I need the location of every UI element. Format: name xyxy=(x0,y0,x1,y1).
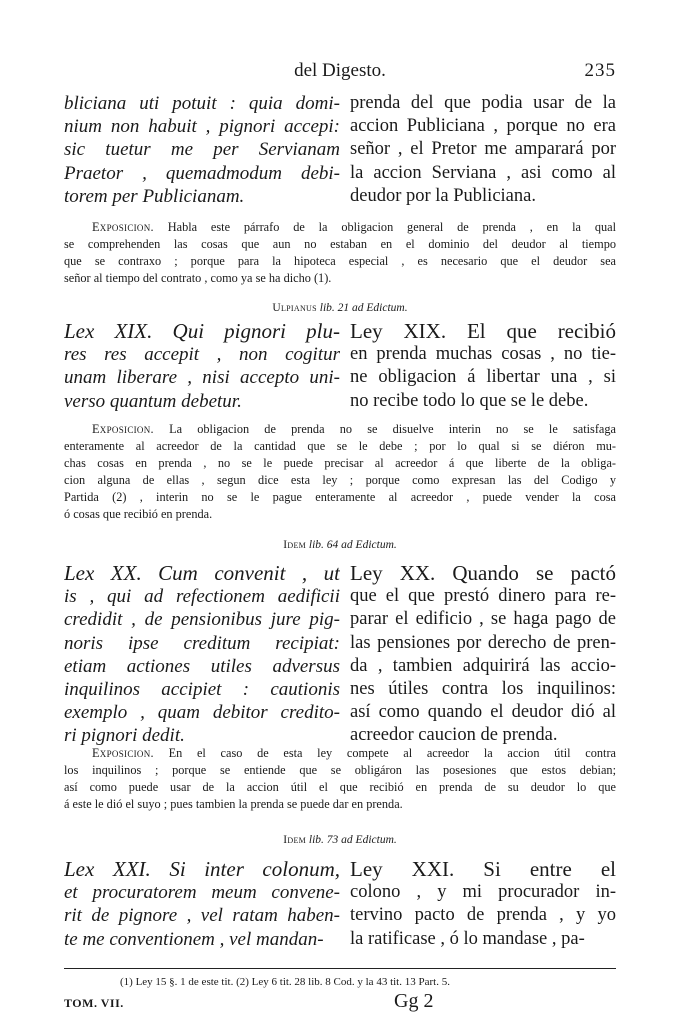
spanish-line: la ratificase , ó lo mandase , pa- xyxy=(350,928,585,949)
exposition-paragraph xyxy=(64,219,616,287)
source-author: Ulpianus xyxy=(272,302,317,314)
latin-column xyxy=(64,858,340,951)
source-author: Idem xyxy=(283,539,307,551)
latin-line: torem per Publicianam. xyxy=(64,185,245,207)
exposition-line: ó cosas que recibió en prenda. xyxy=(64,507,213,521)
spanish-line: ne obligacion á libertar una , si xyxy=(350,367,616,388)
latin-line: Lex XX. Cum convenit , ut xyxy=(64,562,340,585)
spanish-line: deudor por la Publiciana. xyxy=(350,185,536,206)
exposition-line: los inquilinos ; porque se entiende que se obligáron las posesiones que estos debian; xyxy=(64,763,616,777)
latin-line: nium non habuit , pignori accepi: xyxy=(64,116,340,138)
exposition-line: Exposicion. Habla este párrafo de la obligacion general de prenda , en la qual xyxy=(92,220,616,234)
page-number: 235 xyxy=(584,60,616,81)
spanish-line: no recibe todo lo que se le debe. xyxy=(350,390,589,411)
exposition-paragraph xyxy=(64,745,616,813)
spanish-line: accion Publiciana , porque no era xyxy=(350,116,616,137)
running-title: del Digesto. xyxy=(294,60,386,81)
exposition-label: Exposicion. xyxy=(92,746,154,760)
bilingual-section xyxy=(64,320,616,413)
spanish-line: la accion Serviana , asi como al xyxy=(350,162,616,183)
latin-line: Praetor , quemadmodum debi- xyxy=(64,162,340,184)
latin-line: Lex XIX. Qui pignori plu- xyxy=(64,320,340,343)
spanish-column xyxy=(350,562,616,748)
latin-line: etiam actiones utiles adversus xyxy=(64,655,340,677)
source-book: lib. 73 ad Edictum. xyxy=(308,834,397,846)
running-header xyxy=(64,60,616,86)
latin-line: ri pignori dedit. xyxy=(64,725,185,747)
exposition-line: que se contraxo ; porque para la hipoteca especial , es necesario que el deudor sea xyxy=(64,254,616,268)
spanish-line: señor , el Pretor me amparará por xyxy=(350,139,616,160)
signature-mark: Gg 2 xyxy=(394,990,434,1012)
latin-line: et procuratorem meum convene- xyxy=(64,882,340,904)
exposition-line: chas cosas en prenda , no se le puede precisar al acreedor á que liberte de la obliga- xyxy=(64,456,616,470)
spanish-line: así como quando el deudor dió al xyxy=(350,702,616,723)
latin-line: te me conventionem , vel mandan- xyxy=(64,928,324,950)
bilingual-section xyxy=(64,92,616,208)
exposition-line: se comprehenden las cosas que aun no estaban en el dominio del deudor al tiempo xyxy=(64,237,616,251)
spanish-line: en prenda muchas cosas , no tie- xyxy=(350,344,616,365)
spanish-line: Ley XX. Quando se pactó xyxy=(350,562,616,585)
spanish-column xyxy=(350,320,616,413)
exposition-line: á este le dió el suyo ; pues tambien la prenda se puede dar en prenda. xyxy=(64,797,403,811)
latin-line: unam liberare , nisi accepto uni- xyxy=(64,367,340,389)
footnotes: (1) Ley 15 §. 1 de este tit. (2) Ley 6 tit. 28 lib. 8 Cod. y la 43 tit. 13 Part. 5. xyxy=(120,976,450,988)
latin-line: res res accepit , non cogitur xyxy=(64,344,340,366)
latin-line: credidit , de pensionibus jure pig- xyxy=(64,609,340,631)
latin-column xyxy=(64,92,340,208)
latin-line: inquilinos accipiet : cautionis xyxy=(64,679,340,701)
latin-line: verso quantum debetur. xyxy=(64,390,242,412)
exposition-label: Exposicion. xyxy=(92,422,154,436)
exposition-paragraph xyxy=(64,421,616,523)
spanish-line: colono , y mi procurador in- xyxy=(350,882,616,903)
source-book: lib. 21 ad Edictum. xyxy=(319,302,408,314)
spanish-line: prenda del que podia usar de la xyxy=(350,93,616,113)
latin-column xyxy=(64,562,340,748)
spanish-line: que el que prestó dinero para re- xyxy=(350,586,616,607)
footnote-rule xyxy=(64,968,616,969)
volume-mark: TOM. VII. xyxy=(64,996,124,1010)
source-heading xyxy=(64,539,616,551)
spanish-column xyxy=(350,92,616,208)
source-author: Idem xyxy=(283,834,307,846)
spanish-line: las pensiones por derecho de pren- xyxy=(350,632,616,653)
exposition-line: señor al tiempo del contrato , como ya se ha dicho (1). xyxy=(64,271,332,285)
exposition-line: Partida (2) , interin no se le pague enteramente al acreedor , puede vender la cosa xyxy=(64,490,616,504)
source-book: lib. 64 ad Edictum. xyxy=(308,539,397,551)
spanish-line: acreedor caucion de prenda. xyxy=(350,725,558,746)
latin-column xyxy=(64,320,340,413)
exposition-line: cion alguna de ellas , segun dice esta ley ; porque como expresan las del Codigo y xyxy=(64,473,616,487)
latin-line: exemplo , quam debitor credito- xyxy=(64,702,340,724)
exposition-line: Exposicion. La obligacion de prenda no se disuelve interin no se le satisfaga xyxy=(92,422,616,436)
latin-line: noris ipse creditum recipiat: xyxy=(64,632,340,654)
source-heading xyxy=(64,302,616,314)
spanish-line: nes útiles contra los inquilinos: xyxy=(350,679,616,700)
exposition-line: Exposicion. En el caso de esta ley compete al acreedor la accion útil contra xyxy=(92,746,616,760)
spanish-line: tervino pacto de prenda , y yo xyxy=(350,905,616,926)
bilingual-section xyxy=(64,858,616,951)
spanish-column xyxy=(350,858,616,951)
spanish-line: parar el edificio , se haga pago de xyxy=(350,609,616,630)
exposition-line: así como puede usar de la accion útil el que recibió en prenda de su deudor lo que xyxy=(64,780,616,794)
exposition-label: Exposicion. xyxy=(92,220,154,234)
exposition-line: enteramente al acreedor de la cantidad que se le debe ; por lo qual si se diéron mu- xyxy=(64,439,616,453)
source-heading xyxy=(64,834,616,846)
latin-line: Lex XXI. Si inter colonum, xyxy=(64,858,340,881)
latin-line: is , qui ad refectionem aedificii xyxy=(64,586,340,608)
latin-line: sic tuetur me per Servianam xyxy=(64,139,340,161)
bilingual-section xyxy=(64,562,616,748)
latin-line: rit de pignore , vel ratam haben- xyxy=(64,905,340,927)
spanish-line: Ley XIX. El que recibió xyxy=(350,320,616,343)
spanish-line: da , tambien adquirirá las accio- xyxy=(350,655,616,676)
latin-line: bliciana uti potuit : quia domi- xyxy=(64,93,340,114)
spanish-line: Ley XXI. Si entre el xyxy=(350,858,616,881)
